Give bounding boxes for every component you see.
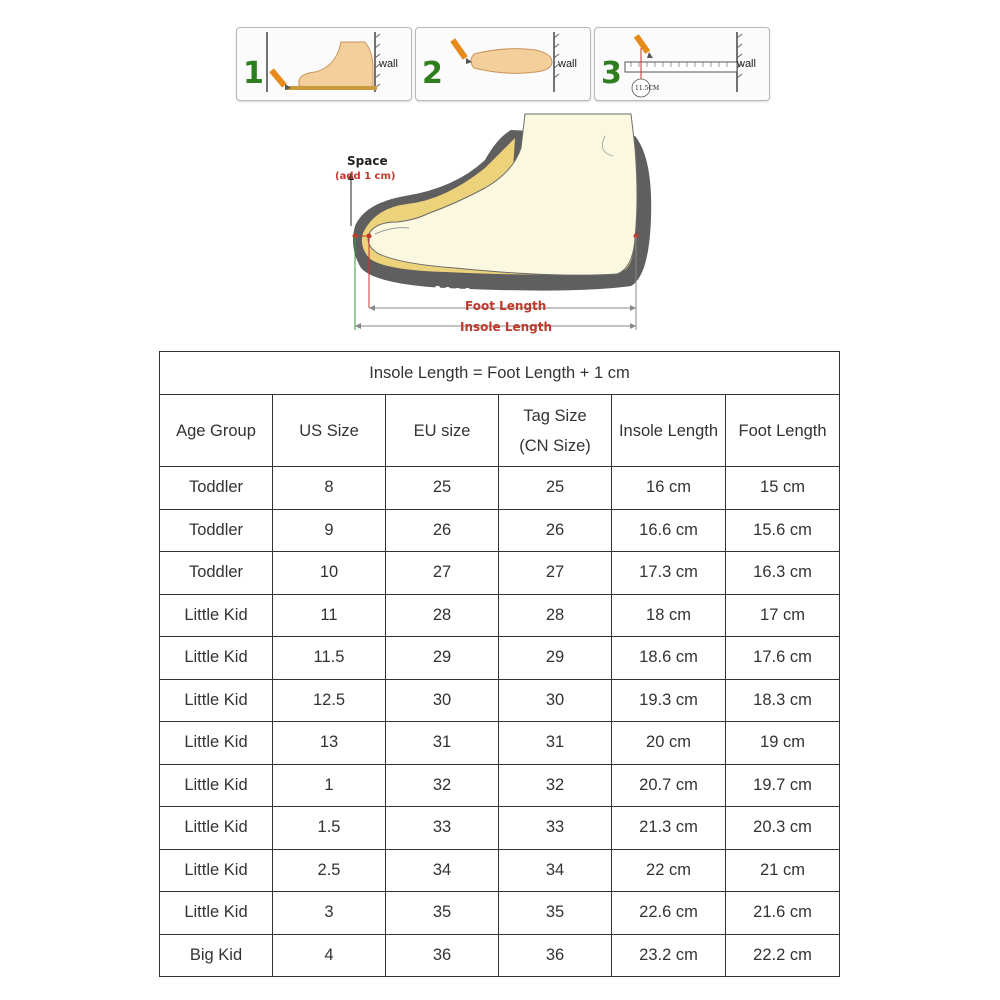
table-row bbox=[160, 594, 840, 637]
cell-insole-length: 22.6 cm bbox=[612, 892, 726, 935]
cell-us-size: 13 bbox=[273, 722, 386, 765]
table-header-row bbox=[160, 395, 840, 467]
table-row bbox=[160, 807, 840, 850]
cell-us-size: 9 bbox=[273, 509, 386, 552]
cell-age-group: Toddler bbox=[160, 467, 273, 510]
cell-us-size: 12.5 bbox=[273, 679, 386, 722]
cell-us-size: 11.5 bbox=[273, 637, 386, 680]
cell-tag-size: 33 bbox=[499, 807, 612, 850]
cell-eu-size: 30 bbox=[386, 679, 499, 722]
table-row bbox=[160, 722, 840, 765]
space-note: (add 1 cm) bbox=[335, 171, 396, 182]
cell-insole-length: 16 cm bbox=[612, 467, 726, 510]
header-us-size: US Size bbox=[273, 395, 386, 467]
size-chart-table bbox=[159, 351, 840, 977]
cell-age-group: Big Kid bbox=[160, 934, 273, 977]
cell-age-group: Little Kid bbox=[160, 722, 273, 765]
cell-insole-length: 23.2 cm bbox=[612, 934, 726, 977]
cell-us-size: 8 bbox=[273, 467, 386, 510]
table-row bbox=[160, 679, 840, 722]
pencil-icon bbox=[634, 34, 653, 58]
table-row bbox=[160, 892, 840, 935]
cell-tag-size: 34 bbox=[499, 849, 612, 892]
cell-eu-size: 36 bbox=[386, 934, 499, 977]
cell-insole-length: 17.3 cm bbox=[612, 552, 726, 595]
pencil-icon bbox=[450, 38, 472, 64]
wall-label: wall bbox=[379, 58, 398, 70]
table-row bbox=[160, 552, 840, 595]
cell-age-group: Little Kid bbox=[160, 849, 273, 892]
wall-label: wall bbox=[737, 58, 756, 70]
cell-us-size: 11 bbox=[273, 594, 386, 637]
measurement-steps bbox=[236, 27, 768, 101]
cell-foot-length: 19 cm bbox=[726, 722, 840, 765]
cell-us-size: 4 bbox=[273, 934, 386, 977]
cell-foot-length: 21 cm bbox=[726, 849, 840, 892]
foot-length-label: Foot Length bbox=[465, 299, 547, 313]
cell-foot-length: 19.7 cm bbox=[726, 764, 840, 807]
cell-us-size: 1 bbox=[273, 764, 386, 807]
header-tag-size-line2: (CN Size) bbox=[519, 436, 591, 455]
step-3-panel bbox=[594, 27, 770, 101]
cell-us-size: 10 bbox=[273, 552, 386, 595]
step-number: 3 bbox=[601, 56, 622, 91]
cell-eu-size: 31 bbox=[386, 722, 499, 765]
header-tag-size-line1: Tag Size bbox=[523, 406, 587, 425]
table-row bbox=[160, 764, 840, 807]
table-row bbox=[160, 467, 840, 510]
cell-us-size: 3 bbox=[273, 892, 386, 935]
cell-eu-size: 34 bbox=[386, 849, 499, 892]
cell-age-group: Little Kid bbox=[160, 679, 273, 722]
cell-foot-length: 20.3 cm bbox=[726, 807, 840, 850]
step-number: 1 bbox=[243, 56, 264, 91]
cell-insole-length: 22 cm bbox=[612, 849, 726, 892]
cell-tag-size: 30 bbox=[499, 679, 612, 722]
cell-age-group: Little Kid bbox=[160, 807, 273, 850]
cell-tag-size: 32 bbox=[499, 764, 612, 807]
table-row bbox=[160, 509, 840, 552]
cell-tag-size: 31 bbox=[499, 722, 612, 765]
cell-age-group: Little Kid bbox=[160, 892, 273, 935]
table-row bbox=[160, 637, 840, 680]
cell-eu-size: 28 bbox=[386, 594, 499, 637]
cell-foot-length: 21.6 cm bbox=[726, 892, 840, 935]
cell-insole-length: 18.6 cm bbox=[612, 637, 726, 680]
cell-us-size: 1.5 bbox=[273, 807, 386, 850]
header-foot-length: Foot Length bbox=[726, 395, 840, 467]
cell-insole-length: 16.6 cm bbox=[612, 509, 726, 552]
cell-eu-size: 32 bbox=[386, 764, 499, 807]
cell-tag-size: 26 bbox=[499, 509, 612, 552]
cell-age-group: Little Kid bbox=[160, 764, 273, 807]
ruler-reading: 11.5CM bbox=[635, 85, 660, 92]
cell-foot-length: 15.6 cm bbox=[726, 509, 840, 552]
cell-foot-length: 15 cm bbox=[726, 467, 840, 510]
cell-foot-length: 17.6 cm bbox=[726, 637, 840, 680]
step-1-panel bbox=[236, 27, 412, 101]
insole-length-label: Insole Length bbox=[460, 320, 553, 334]
cell-insole-length: 20.7 cm bbox=[612, 764, 726, 807]
wall-label: wall bbox=[558, 58, 577, 70]
table-caption: Insole Length = Foot Length + 1 cm bbox=[160, 352, 840, 395]
cell-eu-size: 29 bbox=[386, 637, 499, 680]
cell-tag-size: 35 bbox=[499, 892, 612, 935]
header-age-group: Age Group bbox=[160, 395, 273, 467]
cell-insole-length: 21.3 cm bbox=[612, 807, 726, 850]
header-eu-size: EU size bbox=[386, 395, 499, 467]
foot-measure-diagram bbox=[335, 108, 665, 340]
cell-tag-size: 29 bbox=[499, 637, 612, 680]
step-2-panel bbox=[415, 27, 591, 101]
cell-insole-length: 19.3 cm bbox=[612, 679, 726, 722]
cell-tag-size: 36 bbox=[499, 934, 612, 977]
space-label: Space bbox=[347, 154, 388, 168]
table-body bbox=[160, 467, 840, 977]
cell-eu-size: 26 bbox=[386, 509, 499, 552]
cell-tag-size: 27 bbox=[499, 552, 612, 595]
header-tag-size bbox=[499, 395, 612, 467]
cell-age-group: Toddler bbox=[160, 552, 273, 595]
cell-age-group: Little Kid bbox=[160, 594, 273, 637]
cell-eu-size: 35 bbox=[386, 892, 499, 935]
cell-foot-length: 17 cm bbox=[726, 594, 840, 637]
header-insole-length: Insole Length bbox=[612, 395, 726, 467]
cell-tag-size: 25 bbox=[499, 467, 612, 510]
cell-insole-length: 20 cm bbox=[612, 722, 726, 765]
cell-age-group: Toddler bbox=[160, 509, 273, 552]
cell-us-size: 2.5 bbox=[273, 849, 386, 892]
cell-eu-size: 25 bbox=[386, 467, 499, 510]
cell-eu-size: 27 bbox=[386, 552, 499, 595]
table-caption-row bbox=[160, 352, 840, 395]
cell-foot-length: 16.3 cm bbox=[726, 552, 840, 595]
table-row bbox=[160, 934, 840, 977]
table-row bbox=[160, 849, 840, 892]
cell-foot-length: 22.2 cm bbox=[726, 934, 840, 977]
cell-foot-length: 18.3 cm bbox=[726, 679, 840, 722]
cell-tag-size: 28 bbox=[499, 594, 612, 637]
cell-insole-length: 18 cm bbox=[612, 594, 726, 637]
cell-eu-size: 33 bbox=[386, 807, 499, 850]
cell-age-group: Little Kid bbox=[160, 637, 273, 680]
step-number: 2 bbox=[422, 56, 443, 91]
pencil-icon bbox=[269, 68, 291, 90]
